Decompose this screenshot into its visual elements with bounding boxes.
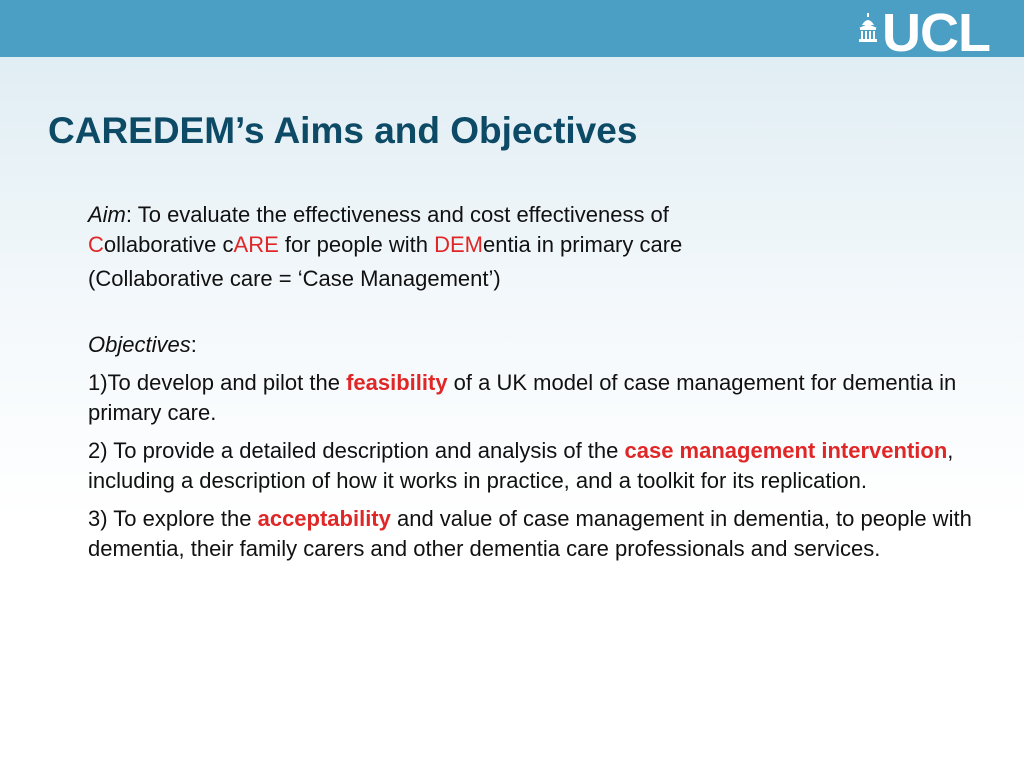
objective-text: 1)To develop and pilot the <box>88 370 347 395</box>
acronym-are: ARE <box>233 232 279 257</box>
objectives-heading <box>88 330 978 360</box>
aim-text-collaborative: ollaborative c <box>103 232 234 257</box>
objective-item <box>88 504 978 564</box>
acronym-c: C <box>88 232 104 257</box>
aim-text-for-people: for people with <box>278 232 435 257</box>
objective-item <box>88 436 978 496</box>
aim-text-dementia: entia in primary care <box>482 232 683 257</box>
objective-text: 2) To provide a detailed description and analysis of the <box>88 438 625 463</box>
aim-note: (Collaborative care = ‘Case Management’) <box>88 266 501 291</box>
objective-text: 3) To explore the <box>88 506 258 531</box>
objective-item <box>88 368 978 428</box>
objective-highlight: acceptability <box>257 506 391 531</box>
aim-text: : To evaluate the effectiveness and cost effectiveness of <box>125 202 669 227</box>
objectives-label: Objectives <box>88 332 191 357</box>
header-bar <box>0 0 1024 57</box>
acronym-dem: DEM <box>434 232 483 257</box>
slide-title: CAREDEM’s Aims and Objectives <box>48 110 638 151</box>
ucl-logo <box>858 9 990 57</box>
ucl-portico-icon <box>858 13 878 43</box>
aim-label: Aim <box>88 202 126 227</box>
slide-body <box>88 200 978 572</box>
objectives-colon: : <box>190 332 197 357</box>
objective-highlight: feasibility <box>346 370 448 395</box>
objective-highlight: case management intervention <box>624 438 948 463</box>
objective-text: of a UK model of case management for dementia in primary care. <box>88 370 957 425</box>
objective-text: , including a description of how it works in practice, and a toolkit for its replication. <box>88 438 954 493</box>
ucl-logo-text: UCL <box>882 9 990 57</box>
objective-text: and value of case management in dementia, to people with dementia, their family carers and other dementia care professionals and services. <box>88 506 972 561</box>
aim-statement <box>88 200 978 260</box>
